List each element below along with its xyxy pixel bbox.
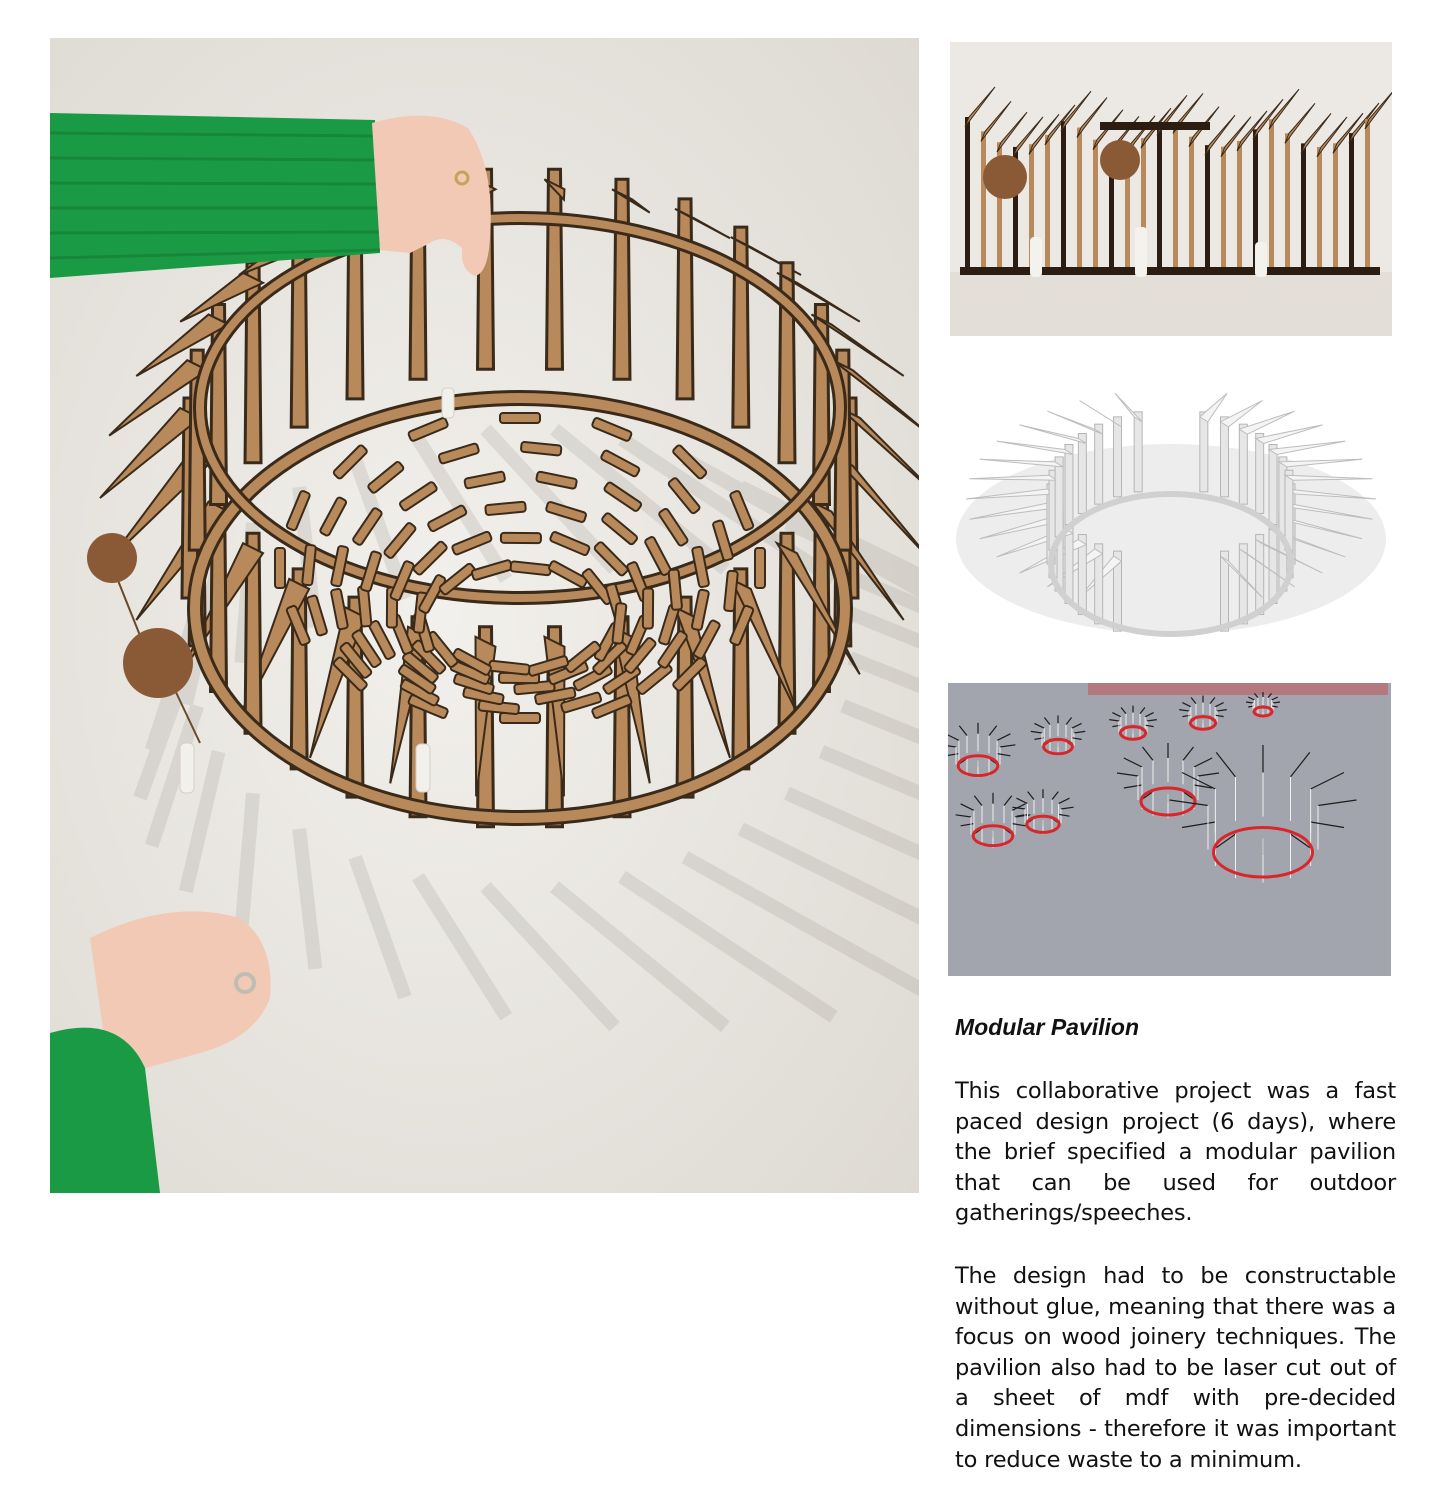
pavilion-model-illustration <box>50 38 919 1193</box>
pavilion-front-illustration <box>950 42 1392 336</box>
cad-models-illustration <box>948 683 1391 976</box>
main-model-photo <box>50 38 919 1193</box>
render-image <box>950 364 1392 660</box>
cad-screenshot <box>948 683 1391 976</box>
front-view-photo <box>950 42 1392 336</box>
pavilion-render-illustration <box>950 364 1392 660</box>
description-paragraph-1: This collaborative project was a fast paced design project (6 days), where the brief specified a modular pavilion that can be used for outdoor gatherings/speeches. <box>955 1078 1396 1227</box>
project-title: Modular Pavilion <box>955 1014 1140 1040</box>
description-paragraph-2: The design had to be constructable without glue, meaning that there was a focus on wood joinery techniques. The pavilion also had to be laser cut out of a sheet of mdf with pre-decided dimensions - therefore it was important to reduce waste to a minimum. <box>955 1263 1396 1473</box>
